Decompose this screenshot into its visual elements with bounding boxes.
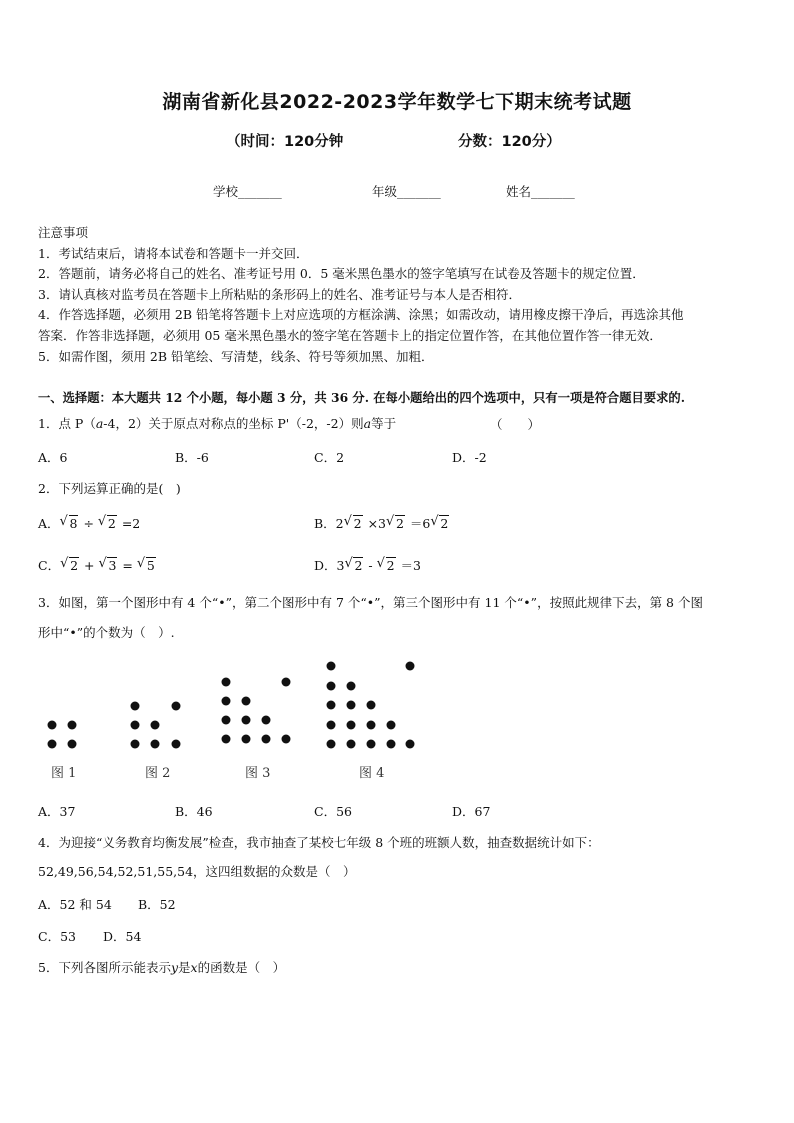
dot [242, 716, 251, 725]
operator: = [118, 558, 137, 573]
dot [406, 662, 415, 671]
dot [282, 735, 291, 744]
note-item: 5．如需作图，须用 2B 铅笔绘、写清楚，线条、符号等须加黑、加粗． [38, 349, 434, 364]
operator: ＝6 [405, 516, 431, 531]
result: ＝3 [396, 558, 421, 573]
q2-b-label: B．2 [314, 516, 344, 531]
dot [347, 701, 356, 710]
q5-var-y: y [170, 960, 179, 975]
dot [242, 697, 251, 706]
radicand: 2 [107, 516, 116, 531]
q1-option-b[interactable]: B．-6 [175, 450, 209, 465]
section-heading: 一、选择题：本大题共 12 个小题，每小题 3 分，共 36 分. 在每小题给出的四个选项中，只有一项是符合题目要求的. [38, 390, 685, 405]
figure-label: 图 3 [245, 766, 271, 781]
dot [172, 702, 181, 711]
dot [327, 740, 336, 749]
dot [282, 678, 291, 687]
dot [151, 740, 160, 749]
q2-c-label: C． [38, 558, 61, 573]
q5-var-x: x [190, 960, 198, 975]
dot [68, 740, 77, 749]
q1-option-d[interactable]: D．-2 [452, 450, 487, 465]
dot-pattern-figure [0, 660, 794, 760]
q3-option-c[interactable]: C．56 [314, 804, 352, 819]
dot [48, 740, 57, 749]
question-3-stem: 3．如图，第一个图形中有 4 个“•”，第二个图形中有 7 个“•”，第三个图形中有 11 个“•”，按照此规律下去，第 8 个图 [38, 595, 703, 610]
q1-text: -4，2）关于原点对称点的坐标 P'（-2，-2）则 [103, 416, 364, 431]
figure-label: 图 2 [145, 766, 171, 781]
note-item: 1．考试结束后，请将本试卷和答题卡一并交回． [38, 246, 309, 261]
name-field[interactable]: 姓名_______ [506, 184, 575, 199]
dot [131, 721, 140, 730]
radicand: 2 [354, 558, 363, 573]
q3-option-a[interactable]: A．37 [38, 804, 76, 819]
dot [406, 740, 415, 749]
radicand: 2 [70, 558, 79, 573]
question-4-data: 52,49,56,54,52,51,55,54，这四组数据的众数是（ ） [38, 864, 356, 879]
time-label: （时间：120分钟 [226, 134, 344, 150]
dot [262, 735, 271, 744]
note-item: 3．请认真核对监考员在答题卡上所粘贴的条形码上的姓名、准考证号与本人是否相符． [38, 287, 521, 302]
dot [48, 721, 57, 730]
dot [172, 740, 181, 749]
q2-d-label: D．3 [314, 558, 345, 573]
question-4-stem: 4．为迎接“义务教育均衡发展”检查，我市抽查了某校七年级 8 个班的班额人数，抽查数据统计如下： [38, 835, 600, 850]
dot [347, 740, 356, 749]
radicand: 2 [396, 516, 404, 531]
school-field[interactable]: 学校_______ [213, 184, 282, 199]
figure-label: 图 1 [51, 766, 77, 781]
dot [367, 740, 376, 749]
dot [387, 721, 396, 730]
operator: ×3 [363, 516, 386, 531]
q1-option-a[interactable]: A．6 [38, 450, 68, 465]
radicand: 5 [146, 558, 155, 573]
q2-option-a[interactable]: A． √ 8 ÷ √ 2 =2 [38, 514, 141, 531]
dot [131, 702, 140, 711]
radicand: 2 [440, 516, 449, 531]
note-item: 答案．作答非选择题，必须用 05 毫米黑色墨水的签字笔在答题卡上的指定位置作答，在其他位置作答一律无效． [38, 328, 662, 343]
q1-var-a: a [95, 416, 104, 431]
q1-answer-paren: （ ） [490, 417, 541, 432]
dot [387, 740, 396, 749]
q4-option-d[interactable]: D．54 [103, 929, 142, 944]
q4-option-c[interactable]: C．53 [38, 929, 76, 944]
dot [262, 716, 271, 725]
dot [242, 735, 251, 744]
question-5-stem [38, 959, 285, 977]
q5-text: 是 [178, 960, 191, 975]
dot [222, 678, 231, 687]
q5-text: 5．下列各图所示能表示 [38, 960, 171, 975]
q2-a-label: A． [38, 516, 60, 531]
dot [327, 721, 336, 730]
exam-title: 湖南省新化县2022-2023学年数学七下期末统考试题 [162, 91, 632, 113]
dot [151, 721, 160, 730]
grade-field[interactable]: 年级_______ [372, 184, 441, 199]
note-item: 2．答题前，请务必将自己的姓名、准考证号用 0．5 毫米黑色墨水的签字笔填写在试卷及答题卡的规定位置． [38, 266, 645, 281]
notes-heading: 注意事项 [38, 225, 89, 240]
dot [367, 721, 376, 730]
question-1-stem [38, 415, 396, 433]
q2-option-d[interactable]: D．3 √ 2 - √ 2 ＝3 [314, 556, 421, 573]
dot [347, 682, 356, 691]
score-label: 分数：120分） [458, 134, 561, 150]
note-item: 4．作答选择题，必须用 2B 铅笔将答题卡上对应选项的方框涂满、涂黑；如需改动，请用橡皮擦干净后，再选涂其他 [38, 307, 684, 322]
radicand: 2 [386, 558, 395, 573]
dot [131, 740, 140, 749]
operator: + [80, 558, 99, 573]
question-2-stem: 2．下列运算正确的是( ) [38, 481, 181, 496]
q2-option-c[interactable]: C． √ 2 + √ 3 = √ 5 [38, 556, 155, 573]
q5-text: 的函数是（ ） [197, 960, 286, 975]
operator: ÷ [79, 516, 98, 531]
dot [347, 721, 356, 730]
radicand: 8 [69, 516, 78, 531]
q1-text: 1．点 P（ [38, 416, 96, 431]
operator: - [364, 558, 377, 573]
q1-option-c[interactable]: C．2 [314, 450, 345, 465]
dot [367, 701, 376, 710]
q3-option-b[interactable]: B．46 [175, 804, 213, 819]
dot [68, 721, 77, 730]
dot [327, 662, 336, 671]
result: =2 [117, 516, 141, 531]
q1-var-a: a [363, 416, 372, 431]
dot [222, 735, 231, 744]
question-3-stem: 形中“•”的个数为（ ）. [38, 625, 175, 640]
q1-text: 等于 [371, 416, 397, 431]
radicand: 3 [108, 558, 117, 573]
dot [222, 697, 231, 706]
q4-option-a[interactable]: A．52 和 54 [38, 897, 112, 912]
q3-option-d[interactable]: D．67 [452, 804, 491, 819]
dot [222, 716, 231, 725]
radicand: 2 [353, 516, 362, 531]
dot [327, 701, 336, 710]
dot [327, 682, 336, 691]
figure-label: 图 4 [359, 766, 385, 781]
q4-option-b[interactable]: B．52 [138, 897, 176, 912]
q2-option-b[interactable]: B．2 √ 2 ×3 √ 2 ＝6 √ 2 [314, 514, 449, 531]
